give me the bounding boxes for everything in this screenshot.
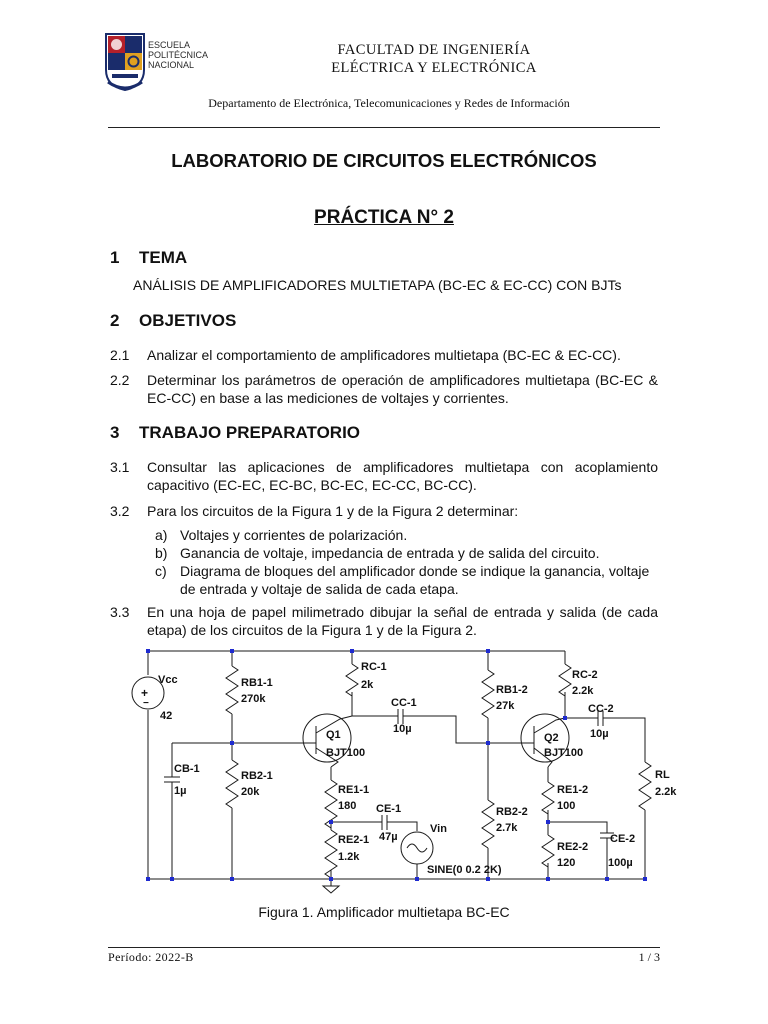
rc-2-label: RC-2 <box>572 669 598 681</box>
circuit-schematic <box>120 645 680 895</box>
section-number: 1 <box>110 248 120 267</box>
sub-item-letter: a) <box>155 527 168 543</box>
sub-item-letter: c) <box>155 563 167 579</box>
department-name: Departamento de Electrónica, Telecomunicaciones y Redes de Información <box>208 96 570 110</box>
section-number: 3 <box>110 423 120 442</box>
re2-2-label: RE2-2 <box>557 841 589 853</box>
sub-item-text: Diagrama de bloques del amplificador donde se indique la ganancia, voltaje de entrada y voltaje de salida de cada etapa. <box>180 563 650 597</box>
vcc-value: 42 <box>160 710 173 722</box>
vin-label: Vin <box>430 823 447 835</box>
re1-2-label: RE1-2 <box>557 784 589 796</box>
list-item <box>110 502 658 520</box>
logo-line: NACIONAL <box>148 60 195 70</box>
item-text: Determinar los parámetros de operación de amplificadores multietapa (BC-EC & EC-CC) en base a las mediciones de voltajes y corrientes. <box>147 372 658 406</box>
rl-label: RL <box>655 769 670 781</box>
q1-model: BJT100 <box>326 747 366 759</box>
item-text: Consultar las aplicaciones de amplificadores multietapa con acoplamiento capacitivo (EC-EC, EC-BC, BC-EC, EC-CC, BC-CC). <box>147 459 658 493</box>
logo-line: POLITÉCNICA <box>148 50 209 60</box>
vin-value: SINE(0 0.2 2K) <box>427 864 502 876</box>
item-text: Analizar el comportamiento de amplificadores multietapa (BC-EC & EC-CC). <box>147 347 621 363</box>
rl-value: 2.2k <box>655 786 677 798</box>
figure-caption: Figura 1. Amplificador multietapa BC-EC <box>258 904 510 920</box>
faculty-line2: ELÉCTRICA Y ELECTRÓNICA <box>331 60 537 76</box>
cc-2-label: CC-2 <box>588 703 614 715</box>
item-number: 3.2 <box>110 503 130 519</box>
practice-title: PRÁCTICA N° 2 <box>314 207 454 228</box>
cc-2-value: 10µ <box>590 728 609 740</box>
rb1-1-label: RB1-1 <box>241 677 273 689</box>
item-number: 2.1 <box>110 347 130 363</box>
section-title: OBJETIVOS <box>139 311 237 330</box>
schematic-svg <box>120 645 680 895</box>
ce-1-label: CE-1 <box>376 803 402 815</box>
re1-1-label: RE1-1 <box>338 784 370 796</box>
q1-label: Q1 <box>326 729 341 741</box>
rb2-2-label: RB2-2 <box>496 806 528 818</box>
sub-item <box>155 562 658 598</box>
rc-2-value: 2.2k <box>572 685 594 697</box>
svg-text:−: − <box>143 698 149 709</box>
ce-2-value: 100µ <box>608 857 633 869</box>
rb2-2-value: 2.7k <box>496 822 518 834</box>
sub-item-text: Ganancia de voltaje, impedancia de entrada y de salida del circuito. <box>180 545 600 561</box>
section-title: TRABAJO PREPARATORIO <box>139 423 361 442</box>
ce-2-label: CE-2 <box>610 833 636 845</box>
faculty-line1: FACULTAD DE INGENIERÍA <box>337 42 531 58</box>
item-text: Para los circuitos de la Figura 1 y de la Figura 2 determinar: <box>147 503 519 519</box>
section-heading <box>110 248 187 268</box>
rb1-2-label: RB1-2 <box>496 684 528 696</box>
re2-1-value: 1.2k <box>338 851 360 863</box>
re1-1-value: 180 <box>338 800 357 812</box>
list-item <box>110 458 658 494</box>
item-number: 2.2 <box>110 372 130 388</box>
section-heading <box>110 423 360 443</box>
faculty-name <box>200 41 668 77</box>
item-text: En una hoja de papel milimetrado dibujar la señal de entrada y salida (de cada etapa) de los circuitos de la Figura 1 y de la Figura 2. <box>147 604 658 638</box>
period-label: Período: 2022-B <box>108 950 194 964</box>
sub-item <box>155 544 658 562</box>
logo-line: ESCUELA <box>148 40 191 50</box>
q2-label: Q2 <box>544 732 559 744</box>
cb-1-label: CB-1 <box>174 763 200 775</box>
rc-1-label: RC-1 <box>361 661 387 673</box>
re1-2-value: 100 <box>557 800 576 812</box>
section-title: TEMA <box>139 248 188 267</box>
list-item <box>110 371 658 407</box>
sub-item <box>155 526 658 544</box>
ce-1-value: 47µ <box>379 831 398 843</box>
header-divider <box>108 127 660 128</box>
re2-2-value: 120 <box>557 857 576 869</box>
list-item <box>110 346 658 364</box>
sub-item-text: Voltajes y corrientes de polarización. <box>180 527 408 543</box>
vcc-label: Vcc <box>158 674 178 686</box>
sub-item-letter: b) <box>155 545 168 561</box>
section-heading <box>110 311 236 331</box>
lab-title: LABORATORIO DE CIRCUITOS ELECTRÓNICOS <box>171 150 597 171</box>
section-number: 2 <box>110 311 120 330</box>
list-item <box>110 603 658 639</box>
q2-model: BJT100 <box>544 747 584 759</box>
item-number: 3.3 <box>110 604 130 620</box>
svg-text:+: + <box>141 686 149 700</box>
rb1-2-value: 27k <box>496 700 515 712</box>
institution-logo <box>104 32 146 92</box>
rb2-1-value: 20k <box>241 786 260 798</box>
footer-divider <box>108 947 660 948</box>
topic-text: ANÁLISIS DE AMPLIFICADORES MULTIETAPA (BC-EC & EC-CC) CON BJTs <box>133 277 622 293</box>
cc-1-value: 10µ <box>393 723 412 735</box>
cb-1-value: 1µ <box>174 785 187 797</box>
rb1-1-value: 270k <box>241 693 266 705</box>
page-number: 1 / 3 <box>638 950 660 964</box>
re2-1-label: RE2-1 <box>338 834 370 846</box>
cc-1-label: CC-1 <box>391 697 417 709</box>
item-number: 3.1 <box>110 459 130 475</box>
rb2-1-label: RB2-1 <box>241 770 273 782</box>
rc-1-value: 2k <box>361 679 374 691</box>
